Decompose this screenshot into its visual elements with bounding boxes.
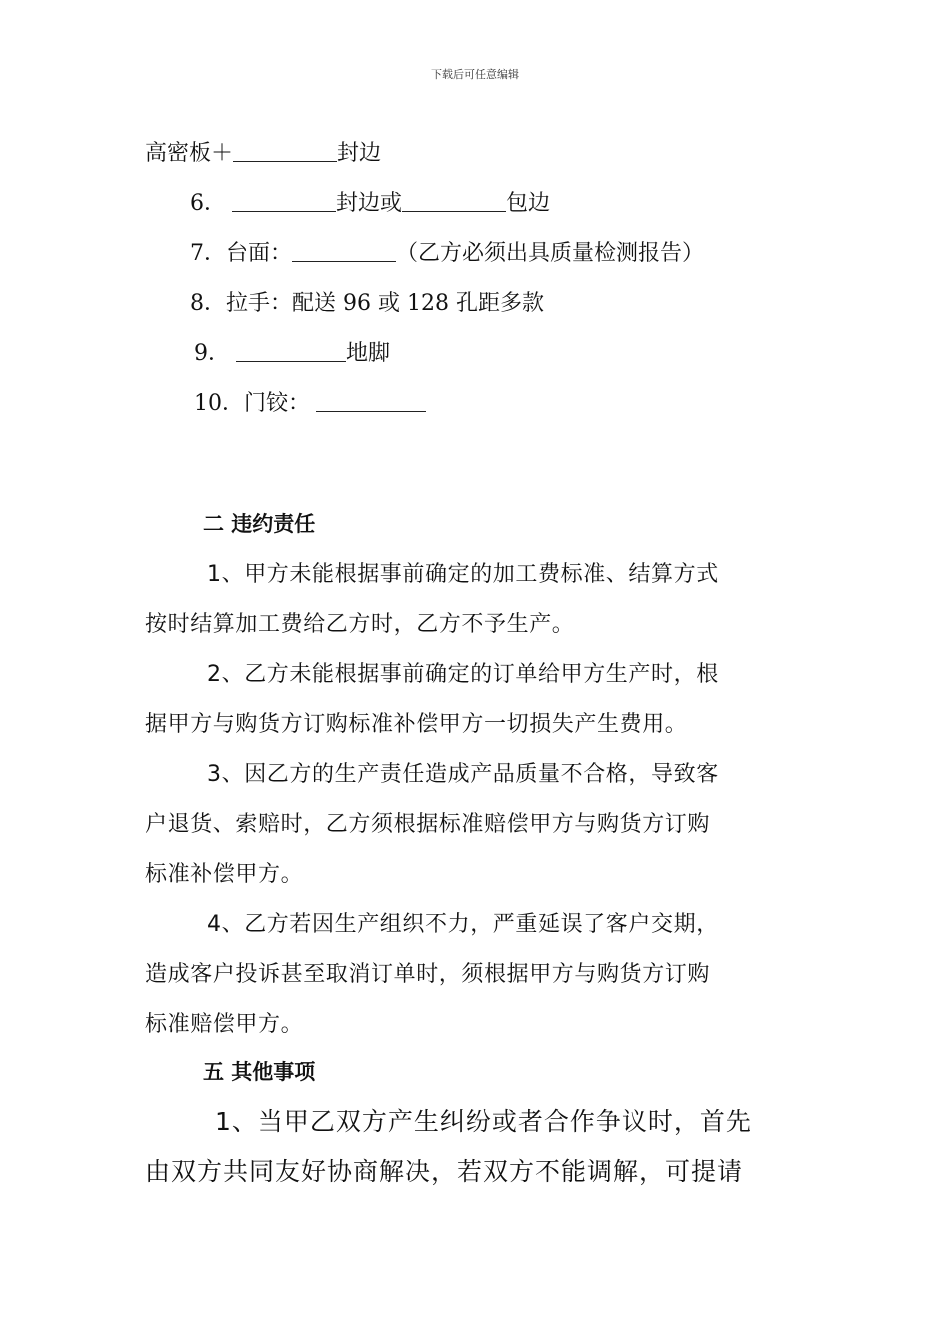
spec-text: 封边 [337,141,382,166]
fill-blank [232,191,336,212]
breach-paragraph-line: 1、甲方未能根据事前确定的加工费标准、结算方式 [207,562,719,587]
spec-text: 10．门铰： [194,391,310,416]
other-paragraph-line: 1、当甲乙双方产生纠纷或者合作争议时，首先 [215,1107,752,1136]
fill-blank [236,341,346,362]
spec-text: 包边 [506,191,551,216]
spec-line-6 [190,186,550,217]
page-header-note: 下载后可任意编辑 [431,68,519,81]
breach-paragraph-line: 按时结算加工费给乙方时，乙方不予生产。 [145,612,575,637]
fill-blank [233,141,337,162]
spec-line-9 [194,336,390,367]
spec-text: 封边或 [336,191,403,216]
spec-text: 高密板＋ [145,141,234,166]
spec-line-board-edge [145,136,381,167]
spec-number: 9． [194,341,230,366]
section-heading-other: 五 其他事项 [203,1060,316,1084]
fill-blank [316,391,426,412]
section-heading-breach: 二 违约责任 [203,512,316,536]
other-paragraph-line: 由双方共同友好协商解决，若双方不能调解，可提请 [145,1157,744,1186]
fill-blank [402,191,506,212]
spec-line-8: 8．拉手：配送 96 或 128 孔距多款 [190,291,544,316]
spec-line-7 [190,236,704,267]
breach-paragraph-line: 4、乙方若因生产组织不力，严重延误了客户交期， [207,912,719,937]
breach-paragraph-line: 户退货、索赔时，乙方须根据标准赔偿甲方与购货方订购 [145,812,711,837]
breach-paragraph-line: 造成客户投诉甚至取消订单时，须根据甲方与购货方订购 [145,962,711,987]
breach-paragraph-line: 标准补偿甲方。 [145,862,304,887]
spec-text: 7．台面： [190,241,292,266]
spec-text: （乙方必须出具质量检测报告） [396,241,705,266]
breach-paragraph-line: 3、因乙方的生产责任造成产品质量不合格，导致客 [207,762,719,787]
breach-paragraph-line: 2、乙方未能根据事前确定的订单给甲方生产时，根 [207,662,719,687]
spec-line-10 [194,386,426,417]
breach-paragraph-line: 据甲方与购货方订购标准补偿甲方一切损失产生费用。 [145,712,688,737]
breach-paragraph-line: 标准赔偿甲方。 [145,1012,304,1037]
spec-number: 6． [190,191,226,216]
spec-text: 地脚 [346,341,391,366]
fill-blank [292,241,396,262]
